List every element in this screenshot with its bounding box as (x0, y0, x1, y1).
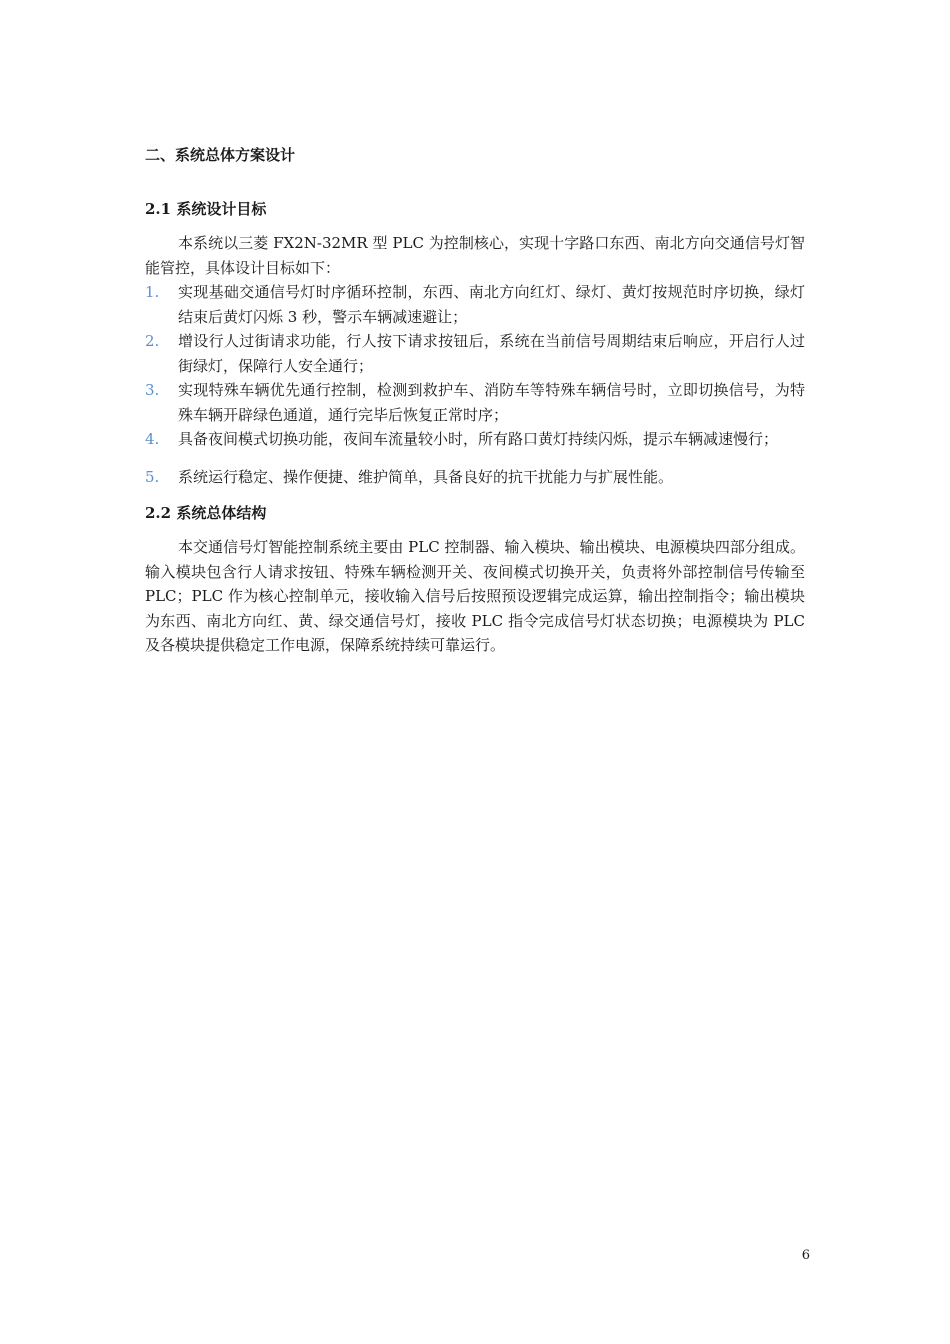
list-item (145, 280, 805, 329)
spacer (145, 489, 805, 501)
section-title: 二、系统总体方案设计 (145, 146, 296, 164)
page-content (145, 143, 805, 658)
list-item-text: 系统运行稳定、操作便捷、维护简单，具备良好的抗干扰能力与扩展性能。 (178, 467, 674, 486)
list-item-number: 5. (145, 467, 160, 486)
structure-paragraph: 本交通信号灯智能控制系统主要由 PLC 控制器、输入模块、输出模块、电源模块四部分组成。输入模块包含行人请求按钮、特殊车辆检测开关、夜间模式切换开关，负责将外部控制信号传输至 PLC；PLC 作为核心控制单元，接收输入信号后按照预设逻辑完成运算，输出控制指令；输出模块为东西、南北方向红、黄、绿交通信号灯，接收 PLC 指令完成信号灯状态切换；电源模块为 PLC 及各模块提供稳定工作电源，保障系统持续可靠运行。 (145, 538, 805, 654)
list-item-text: 具备夜间模式切换功能，夜间车流量较小时，所有路口黄灯持续闪烁，提示车辆减速慢行； (178, 430, 779, 448)
subsection-title-structure: 2.2 系统总体结构 (145, 504, 267, 522)
list-item-text: 实现特殊车辆优先通行控制，检测到救护车、消防车等特殊车辆信号时，立即切换信号，为特殊车辆开辟绿色通道，通行完毕后恢复正常时序； (178, 381, 805, 424)
list-item-text: 实现基础交通信号灯时序循环控制，东西、南北方向红灯、绿灯、黄灯按规范时序切换，绿灯结束后黄灯闪烁 3 秒，警示车辆减速避让； (178, 283, 805, 326)
list-item-number: 2. (145, 332, 160, 350)
subsection-title-goals: 2.1 系统设计目标 (145, 200, 267, 218)
list-item (145, 378, 805, 427)
list-item-text: 增设行人过街请求功能，行人按下请求按钮后，系统在当前信号周期结束后响应，开启行人过街绿灯，保障行人安全通行； (178, 332, 805, 375)
list-item (145, 329, 805, 378)
list-item-number: 3. (145, 381, 160, 399)
goals-list (145, 280, 805, 489)
list-item (145, 427, 805, 452)
list-item (145, 465, 805, 490)
goals-intro-paragraph: 本系统以三菱 FX2N-32MR 型 PLC 为控制核心，实现十字路口东西、南北方向交通信号灯智能管控，具体设计目标如下： (145, 234, 805, 277)
list-item-number: 4. (145, 430, 160, 448)
list-item-number: 1. (145, 283, 160, 301)
page-number: 6 (801, 1248, 810, 1263)
